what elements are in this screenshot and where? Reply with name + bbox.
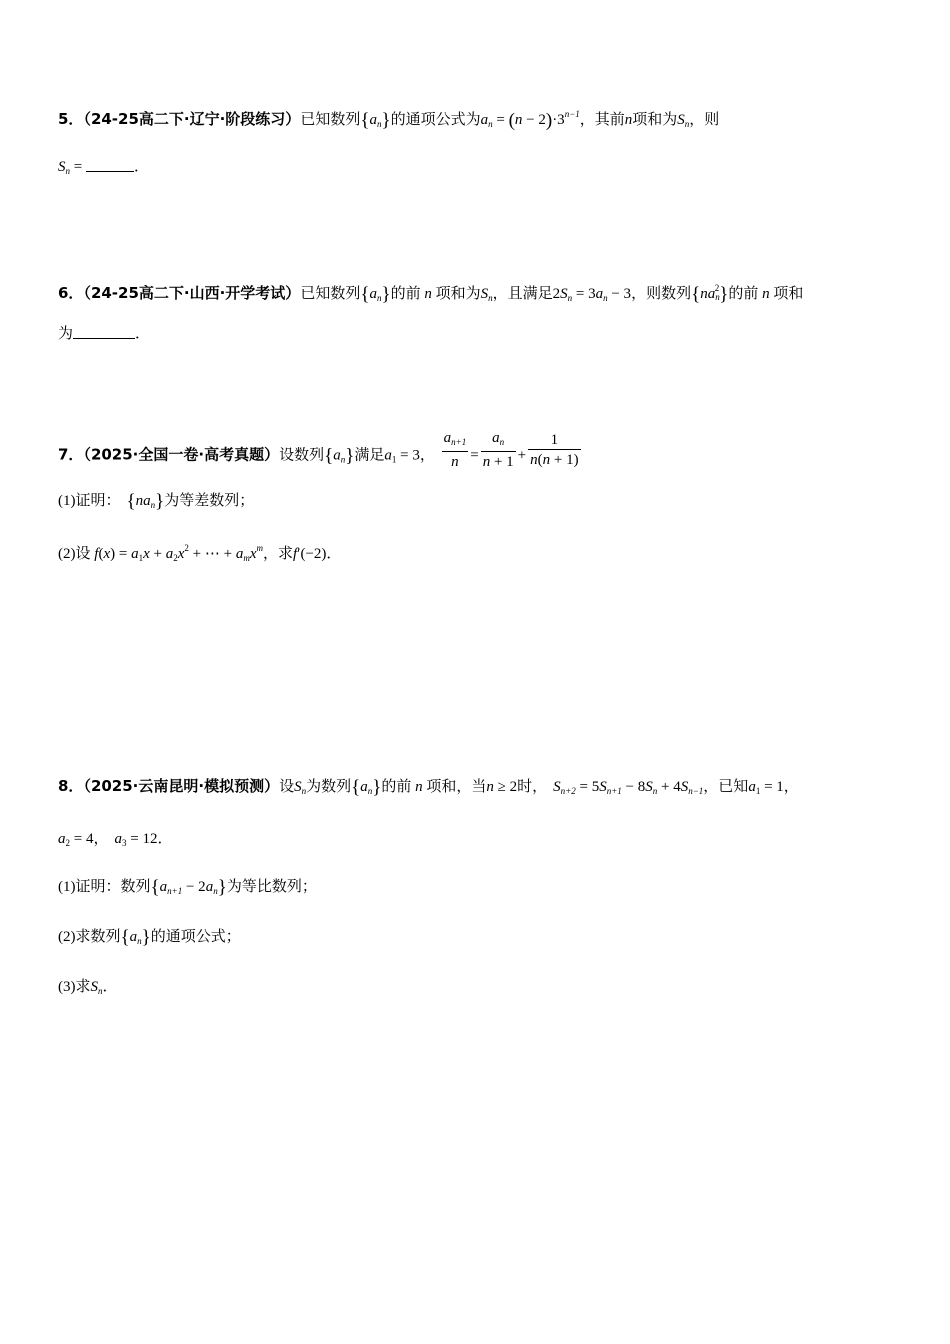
- problem-5-source: （24-25高二下·辽宁·阶段练习）: [83, 110, 301, 128]
- problem-8-source: （2025·云南昆明·模拟预测）: [83, 777, 280, 795]
- problem-7-part-1: (1)证明： $\{na_n\}$为等差数列；: [58, 491, 255, 512]
- answer-blank[interactable]: [86, 157, 134, 172]
- problem-6-line-1: 6．（24-25高二下·山西·开学考试）已知数列$\{a_n\}$的前 n 项和为$S_n$，且满足$2S_n = 3a_n - 3$，则数列$\{na_n^2\}$的前 n 项和: [58, 283, 804, 305]
- problem-5-number: 5．: [58, 110, 84, 128]
- problem-7-number: 7．: [58, 445, 84, 464]
- problem-7-source: （2025·全国一卷·高考真题）: [83, 445, 280, 464]
- problem-8-part-2: (2)求数列$\{a_n\}$的通项公式；: [58, 927, 241, 948]
- problem-8-line-2: $a_2 = 4$， $a_3 = 12$．: [58, 829, 173, 848]
- answer-blank[interactable]: [73, 324, 135, 339]
- problem-8-part-3: (3)求$S_n$．: [58, 977, 118, 996]
- problem-5-line-1: 5．（24-25高二下·辽宁·阶段练习）已知数列$\{a_n\}$的通项公式为$a_n = (n - 2)\cdot 3^{n-1}$，其前n项和为$S_n$，则: [58, 109, 720, 131]
- problem-6-number: 6．: [58, 284, 84, 302]
- problem-8-number: 8．: [58, 777, 84, 795]
- problem-7-line-1: 7．（2025·全国一卷·高考真题）设数列$\{a_n\}$满足$a_1 = 3$， $\frac{a_{n+1}}{n}$ = $\frac{a_n}{n + 1}$ + $\frac{1}{n(n + 1)}$: [58, 430, 579, 470]
- problem-6-source: （24-25高二下·山西·开学考试）: [83, 284, 301, 302]
- problem-8-part-1: (1)证明：数列$\{a_{n+1} - 2a_n\}$为等比数列；: [58, 877, 317, 898]
- problem-7-part-2: (2)设 $f(x) = a_1x + a_2x^2$ + ⋯ + $a_mx^m$，求f′(−2)．: [58, 543, 342, 563]
- problem-5-text: 已知数列: [300, 110, 361, 128]
- problem-5-line-2: $S_n$ = ．: [58, 157, 149, 176]
- problem-6-line-2: 为 ．: [58, 324, 151, 342]
- problem-8-line-1: 8．（2025·云南昆明·模拟预测）设$S_n$为数列$\{a_n\}$的前 n 项和，当n ≥ 2时， $S_{n+2} = 5S_{n+1} - 8S_n + 4S_{n-1}$，已知$a_1 = 1$，: [58, 777, 799, 798]
